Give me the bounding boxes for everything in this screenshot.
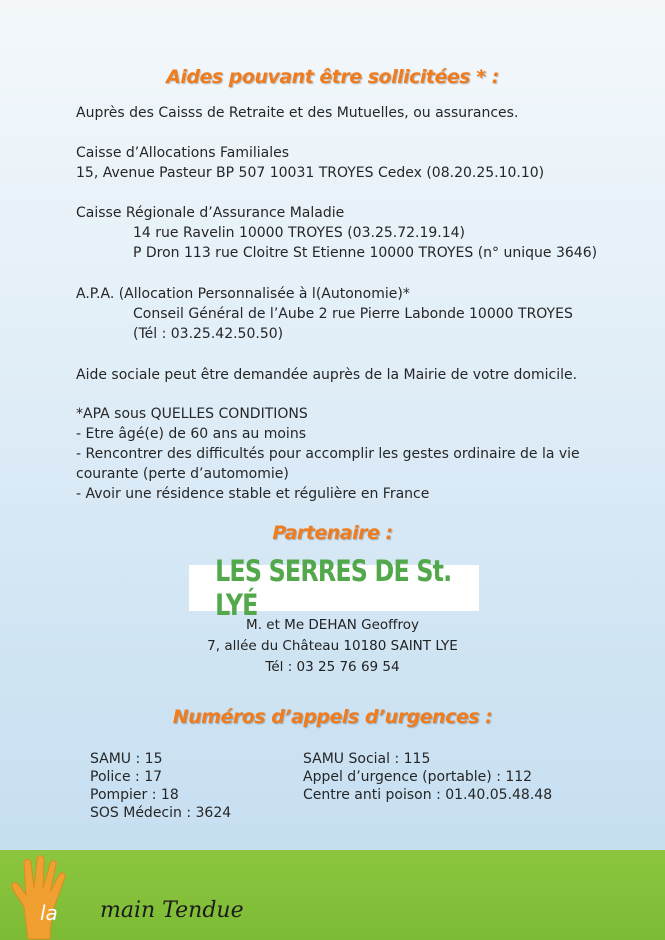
condition-difficultes-cont: courante (perte d’automomie) xyxy=(76,466,289,482)
apa-address-2: (Tél : 03.25.42.50.50) xyxy=(133,326,284,342)
cram-title: Caisse Régionale d’Assurance Maladie xyxy=(76,205,345,221)
footer-band xyxy=(0,850,665,940)
caf-address: 15, Avenue Pasteur BP 507 10031 TROYES Cedex (08.20.25.10.10) xyxy=(76,165,545,181)
condition-difficultes: - Rencontrer des difficultés pour accomplir les gestes ordinaire de la vie xyxy=(76,446,580,462)
caf-title: Caisse d’Allocations Familiales xyxy=(76,145,290,161)
urgences-left-list xyxy=(90,750,231,822)
urgences-heading: Numéros d’appels d’urgences : xyxy=(172,706,493,728)
aides-intro: Auprès des Caisss de Retraite et des Mutuelles, ou assurances. xyxy=(76,105,519,121)
brand-la: la xyxy=(40,901,58,925)
partenaire-heading: Partenaire : xyxy=(272,522,393,544)
conditions-title: *APA sous QUELLES CONDITIONS xyxy=(76,406,308,422)
urgence-pompier: Pompier : 18 xyxy=(90,787,179,803)
urgence-samu: SAMU : 15 xyxy=(90,751,163,767)
aide-sociale: Aide sociale peut être demandée auprès de la Mairie de votre domicile. xyxy=(76,367,578,383)
urgence-sos-medecin: SOS Médecin : 3624 xyxy=(90,805,232,821)
partner-logo-text: LES SERRES DE St. LYÉ xyxy=(215,554,452,622)
aides-heading: Aides pouvant être sollicitées * : xyxy=(166,66,499,88)
cram-address-1: 14 rue Ravelin 10000 TROYES (03.25.72.19.14) xyxy=(133,225,466,241)
partner-phone: Tél : 03 25 76 69 54 xyxy=(265,659,400,675)
urgence-anti-poison: Centre anti poison : 01.40.05.48.48 xyxy=(303,787,553,803)
partner-address: 7, allée du Château 10180 SAINT LYE xyxy=(207,638,458,654)
apa-address-1: Conseil Général de l’Aube 2 rue Pierre Labonde 10000 TROYES xyxy=(133,306,573,322)
partner-contact-name: M. et Me DEHAN Geoffroy xyxy=(246,617,419,633)
cram-address-2: P Dron 113 rue Cloitre St Etienne 10000 TROYES (n° unique 3646) xyxy=(133,245,598,261)
condition-age: - Etre âgé(e) de 60 ans au moins xyxy=(76,426,306,442)
urgence-samu-social: SAMU Social : 115 xyxy=(303,751,431,767)
apa-title: A.P.A. (Allocation Personnalisée à l(Autonomie)* xyxy=(76,286,410,302)
urgences-right-list xyxy=(303,750,552,804)
urgence-police: Police : 17 xyxy=(90,769,163,785)
hand-logo-icon xyxy=(10,855,90,940)
condition-residence: - Avoir une résidence stable et régulière en France xyxy=(76,486,430,502)
partner-logo xyxy=(189,554,479,622)
urgence-portable: Appel d’urgence (portable) : 112 xyxy=(303,769,533,785)
brand-name: main Tendue xyxy=(100,898,244,923)
